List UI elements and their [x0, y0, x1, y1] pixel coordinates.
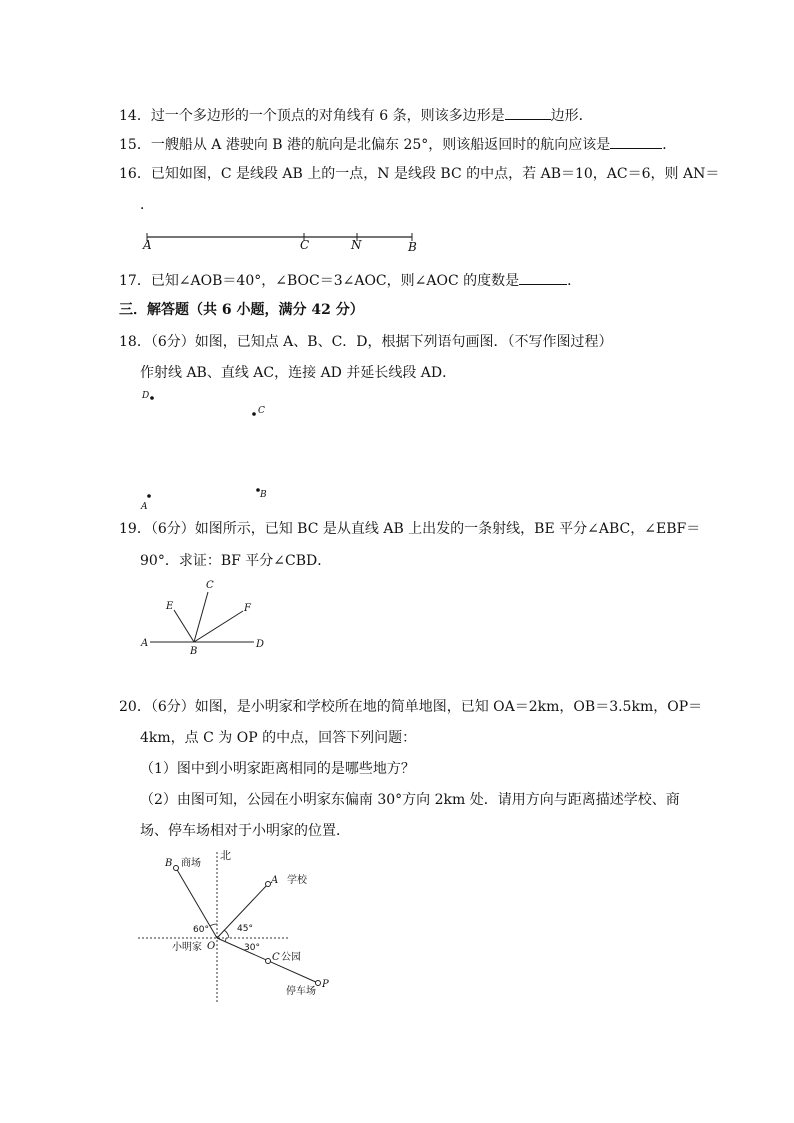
arc-60 — [210, 924, 217, 926]
label-a: A — [141, 638, 149, 649]
question-17-text: 17．已知∠AOB＝40°，∠BOC＝3∠AOC，则∠AOC 的度数是 — [119, 273, 520, 289]
label-n: N — [351, 238, 362, 252]
label-angle-45: 45° — [237, 924, 253, 934]
question-14-text: 14．过一个多边形的一个顶点的对角线有 6 条，则该多边形是 — [119, 108, 505, 124]
label-a: A — [271, 875, 279, 886]
label-a: A — [141, 502, 148, 512]
label-b: B — [165, 858, 173, 869]
label-school: 学校 — [287, 875, 307, 886]
label-b: B — [408, 240, 417, 254]
label-c: C — [206, 580, 214, 591]
question-16-line2: ． — [140, 197, 154, 213]
point-b — [174, 866, 179, 871]
question-14-suffix: 边形． — [550, 108, 593, 124]
label-mall: 商场 — [181, 858, 201, 869]
question-18-line2: 作射线 AB、直线 AC，连接 AD 并延长线段 AD． — [140, 365, 457, 381]
label-d: D — [256, 639, 265, 650]
question-18-line1: 18．（6分）如图，已知点 A、B、C．D，根据下列语句画图．（不写作图过程） — [119, 334, 613, 350]
label-b: B — [260, 490, 267, 500]
question-20-sub2-cont: 场、停车场相对于小明家的位置． — [140, 823, 350, 839]
label-o: O — [207, 941, 216, 952]
label-angle-30: 30° — [244, 943, 260, 953]
label-parking: 停车场 — [286, 986, 316, 997]
label-angle-60: 60° — [193, 925, 209, 935]
question-16-line1: 16．已知如图，C 是线段 AB 上的一点，N 是线段 BC 的中点，若 AB＝10，AC＝6，则 AN＝ — [119, 166, 720, 182]
question-19-line1: 19．（6分）如图所示，已知 BC 是从直线 AB 上出发的一条射线，BE 平分∠ABC，∠EBF＝ — [119, 521, 701, 537]
label-e: E — [166, 601, 174, 612]
question-15-text: 15．一艘船从 A 港驶向 B 港的航向是北偏东 25°，则该船返回时的航向应该是 — [119, 137, 611, 153]
label-d: D — [142, 391, 150, 401]
label-c: C — [258, 406, 265, 416]
label-b: B — [190, 646, 198, 657]
point-c — [266, 959, 271, 964]
arc-45 — [224, 930, 229, 938]
label-c: C — [300, 238, 310, 252]
point-a — [266, 882, 271, 887]
label-a: A — [143, 238, 152, 252]
question-20-line2: 4km，点 C 为 OP 的中点，回答下列问题： — [140, 730, 417, 746]
question-19-line2: 90°．求证：BF 平分∠CBD． — [140, 553, 332, 569]
label-home: 小明家 — [172, 942, 202, 953]
label-p: P — [322, 979, 329, 990]
label-park: 公园 — [281, 952, 301, 963]
question-15-suffix: ． — [662, 137, 677, 153]
question-20-line1: 20．（6分）如图，是小明家和学校所在地的简单地图，已知 OA＝2km，OB＝3.5km，OP＝ — [119, 699, 703, 715]
label-north: 北 — [220, 849, 231, 862]
section-heading: 三．解答题（共 6 小题，满分 42 分） — [119, 302, 364, 318]
question-20-sub1: （1）图中到小明家距离相同的是哪些地方？ — [140, 761, 415, 777]
label-f: F — [244, 603, 251, 614]
question-20-sub2: （2）由图可知，公园在小明家东偏南 30°方向 2km 处．请用方向与距离描述学校、商 — [140, 792, 680, 808]
label-c: C — [272, 952, 280, 963]
point-p — [316, 981, 321, 986]
question-17-suffix: ． — [567, 273, 582, 289]
